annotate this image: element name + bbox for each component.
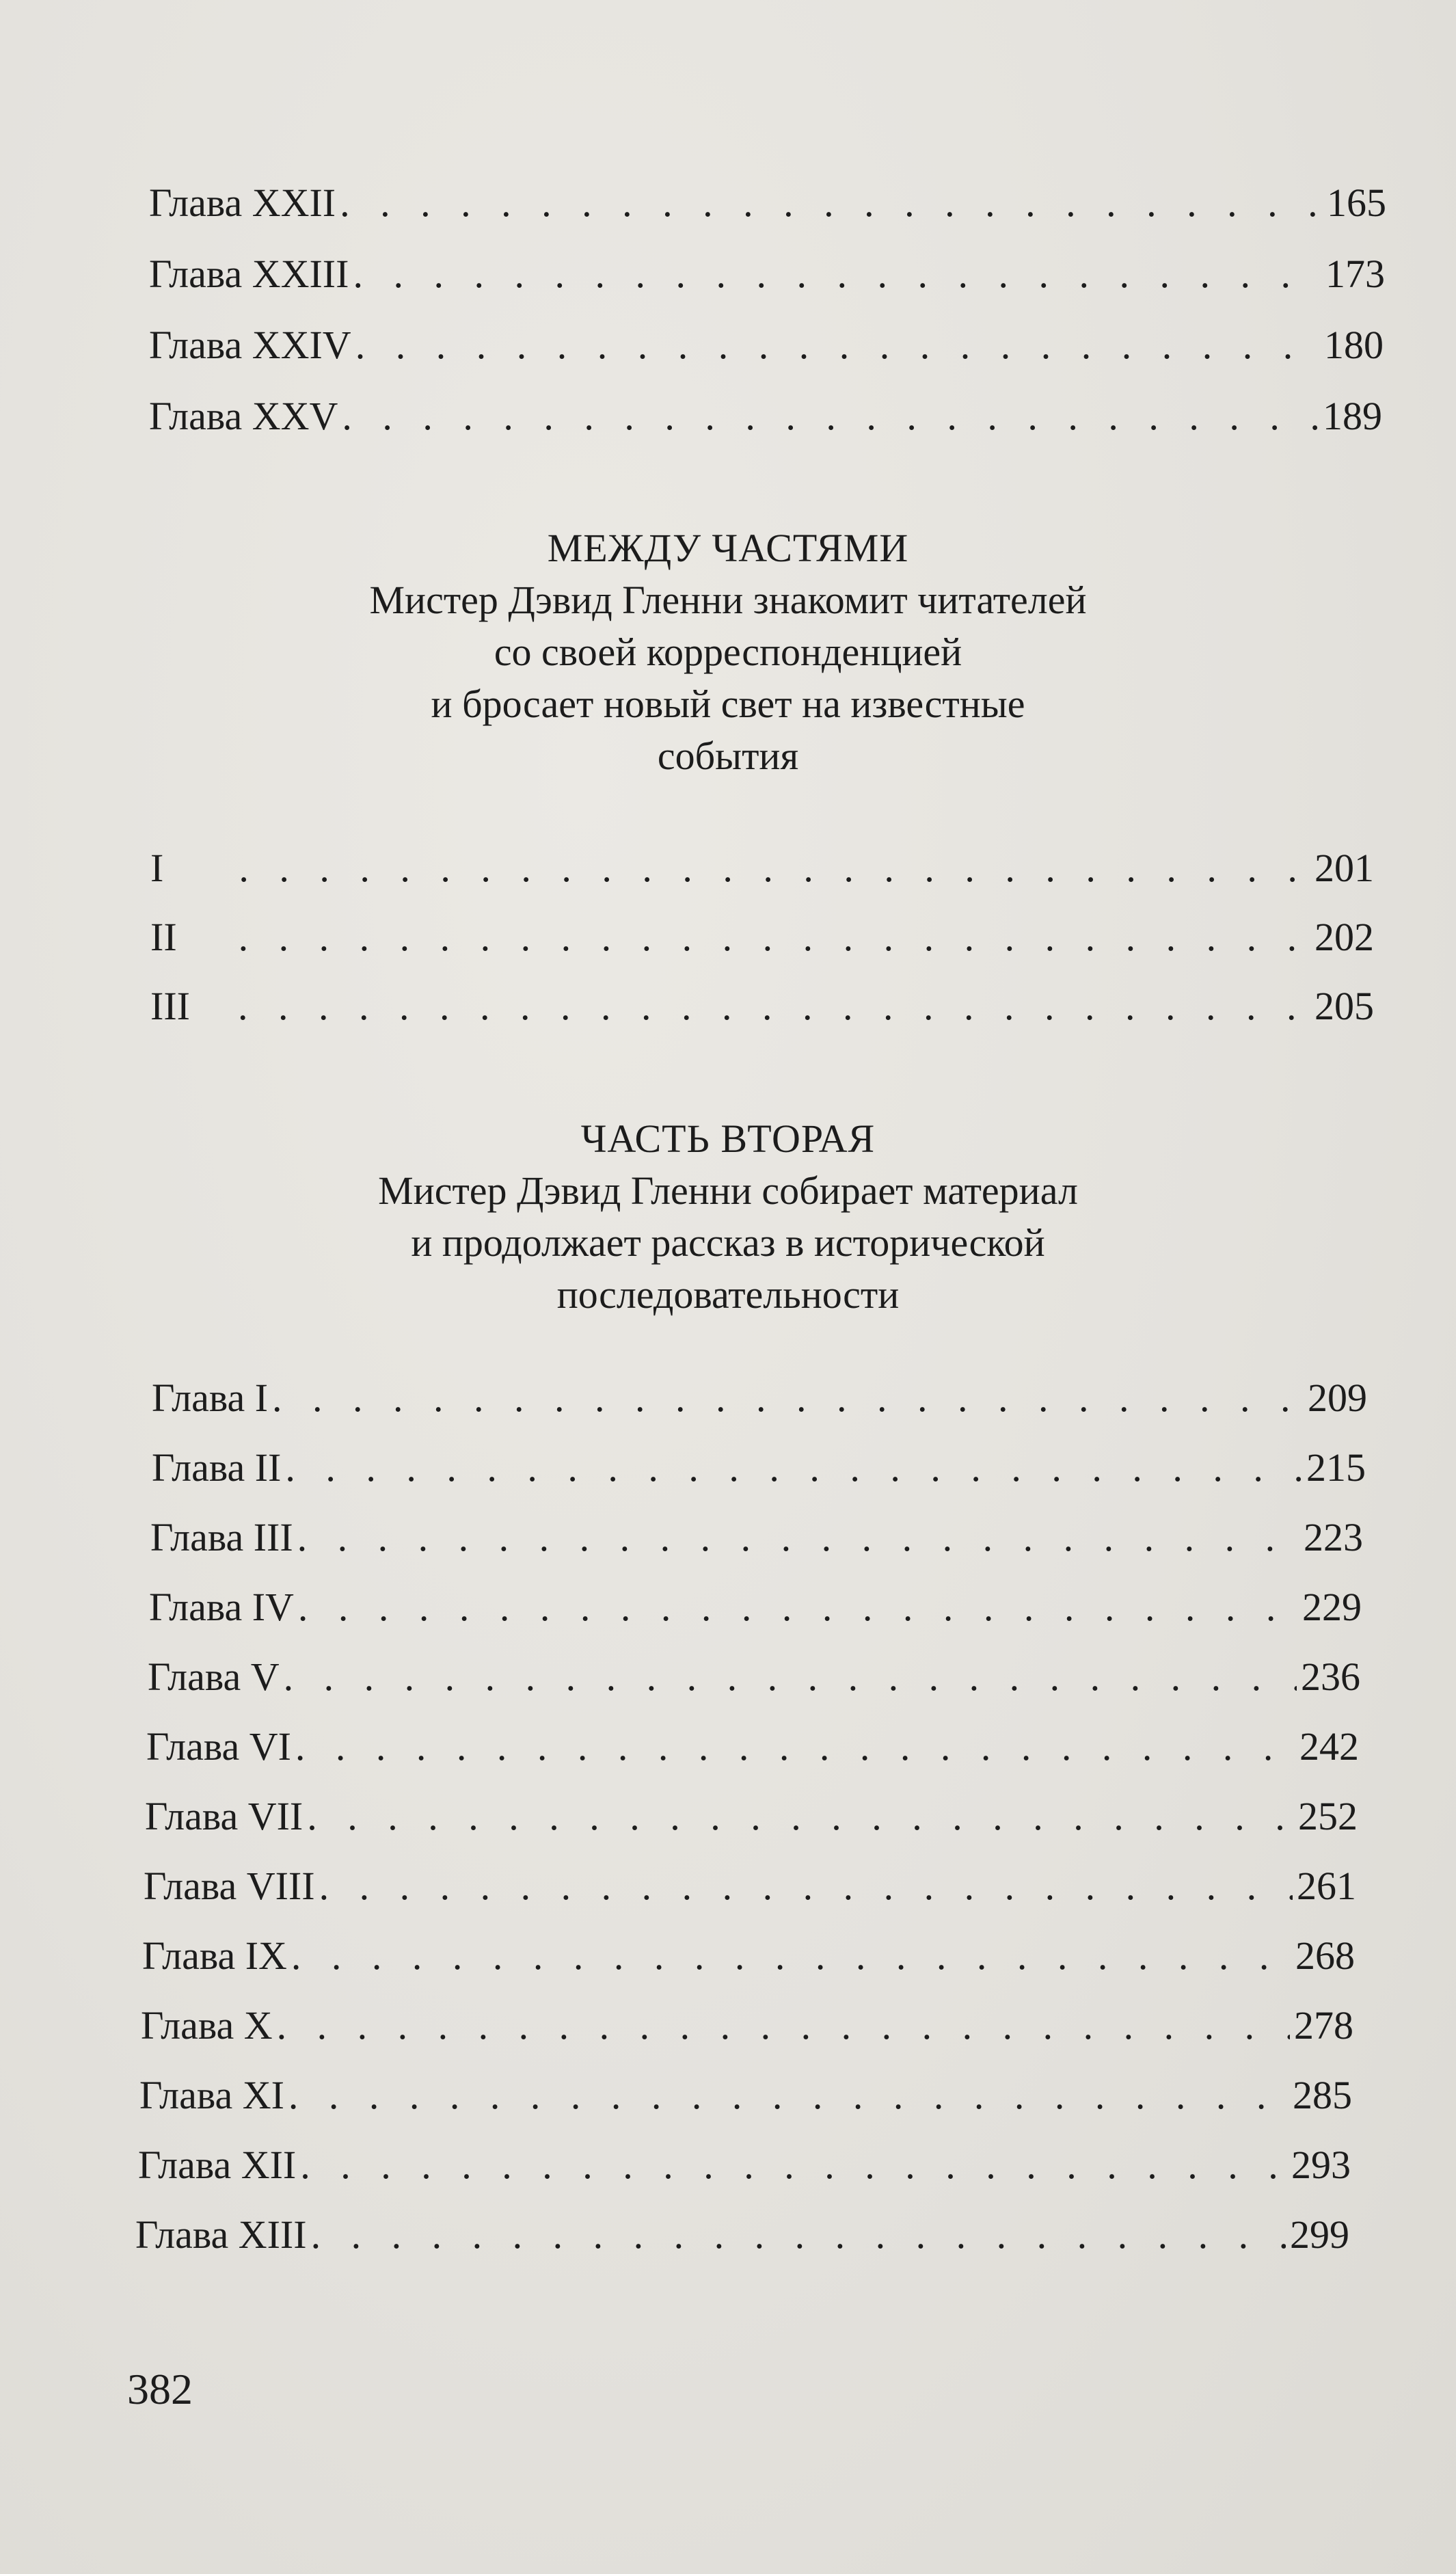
toc-entry-page: 215 — [1306, 1445, 1366, 1490]
toc-entry-page: 242 — [1299, 1724, 1359, 1769]
toc-entry-page: 268 — [1295, 1933, 1355, 1978]
toc-leader-dots — [285, 1444, 1302, 1492]
toc-entry — [135, 2211, 1349, 2259]
toc-entry — [152, 1374, 1367, 1422]
toc-leader-dots — [342, 392, 1319, 440]
section-title: ЧАСТЬ ВТОРАЯ — [580, 1116, 876, 1161]
section-heading-part-two — [0, 1113, 1456, 1321]
toc-leader-dots — [239, 844, 1310, 892]
toc-entry — [150, 844, 1374, 892]
toc-entry-page: 189 — [1323, 394, 1382, 438]
toc-entry-label: Глава XXIII — [149, 252, 349, 296]
toc-entry — [149, 250, 1385, 298]
toc-entry-page: 209 — [1308, 1376, 1367, 1420]
toc-entry — [149, 179, 1386, 227]
toc-entry-label: Глава VI — [146, 1724, 291, 1769]
toc-entry-label: Глава XI — [139, 2073, 284, 2117]
toc-entry-label: Глава XIII — [135, 2212, 307, 2257]
toc-leader-dots — [298, 1583, 1298, 1631]
toc-entry — [146, 1723, 1359, 1771]
toc-entry — [152, 1444, 1366, 1492]
toc-entry — [150, 913, 1374, 961]
section-subtitle-line: Мистер Дэвид Гленни собирает материал — [378, 1168, 1078, 1213]
toc-entry-label: Глава X — [141, 2003, 273, 2048]
section-subtitle-line: последовательности — [556, 1272, 900, 1317]
toc-leader-dots — [297, 1514, 1299, 1561]
toc-entry-page: 236 — [1301, 1654, 1360, 1699]
toc-entry-label: Глава VIII — [144, 1864, 315, 1908]
toc-entry — [145, 1793, 1358, 1840]
toc-leader-dots — [284, 1653, 1297, 1701]
toc-entry-label: I — [150, 846, 164, 890]
toc-entry-label: Глава XXV — [149, 394, 338, 438]
toc-entry-label: Глава XXIV — [149, 323, 351, 367]
toc-entry-page: 201 — [1315, 846, 1374, 890]
toc-entry-label: Глава VII — [145, 1794, 304, 1838]
toc-leader-dots — [277, 2002, 1290, 2050]
section-subtitle-line: со своей корреспонденцией — [494, 630, 962, 674]
toc-leader-dots — [311, 2211, 1286, 2259]
toc-entry-page: 285 — [1293, 2073, 1352, 2117]
toc-entry — [144, 1862, 1356, 1910]
toc-entry-page: 299 — [1290, 2212, 1349, 2257]
toc-entry-page: 293 — [1291, 2143, 1351, 2187]
section-heading-interlude — [0, 522, 1456, 782]
toc-leader-dots — [353, 250, 1321, 298]
toc-entry-label: Глава IV — [149, 1585, 294, 1629]
toc-leader-dots — [295, 1723, 1295, 1771]
toc-leader-dots — [291, 1932, 1291, 1980]
toc-entry — [149, 321, 1384, 369]
toc-leader-dots — [239, 913, 1310, 961]
toc-entry-label: Глава II — [152, 1445, 282, 1490]
section-subtitle-line: события — [657, 734, 799, 778]
toc-leader-dots — [355, 321, 1320, 369]
toc-entry-page: 205 — [1315, 984, 1374, 1028]
section-title: МЕЖДУ ЧАСТЯМИ — [547, 526, 909, 570]
toc-entry-page: 229 — [1302, 1585, 1362, 1629]
toc-entry-page: 252 — [1298, 1794, 1358, 1838]
section-subtitle-line: и бросает новый свет на известные — [431, 682, 1025, 726]
toc-leader-dots — [300, 2141, 1287, 2189]
toc-entry-label: Глава IX — [142, 1933, 287, 1978]
toc-entry — [142, 1932, 1355, 1980]
toc-entry-label: III — [150, 984, 190, 1028]
toc-entry-page: 173 — [1325, 252, 1385, 296]
toc-leader-dots — [340, 179, 1323, 227]
toc-entry-label: Глава I — [152, 1376, 269, 1420]
toc-entry-page: 261 — [1297, 1864, 1356, 1908]
toc-entry-label: Глава XII — [138, 2143, 297, 2187]
toc-entry-page: 278 — [1294, 2003, 1353, 2048]
toc-leader-dots — [319, 1862, 1293, 1910]
toc-entry-page: 165 — [1327, 180, 1386, 225]
toc-entry — [148, 1653, 1360, 1701]
toc-entry-label: Глава III — [150, 1515, 293, 1559]
toc-entry — [138, 2141, 1351, 2189]
toc-entry-page: 202 — [1315, 915, 1374, 959]
toc-leader-dots — [307, 1793, 1294, 1840]
page-number: 382 — [127, 2365, 193, 2413]
toc-entry-page: 223 — [1304, 1515, 1363, 1559]
toc-leader-dots — [288, 2072, 1289, 2119]
toc-entry — [149, 392, 1382, 440]
toc-entry-label: II — [150, 915, 177, 959]
toc-leader-dots — [272, 1374, 1304, 1422]
toc-entry-label: Глава XXII — [149, 180, 336, 225]
section-subtitle-line: и продолжает рассказ в исторической — [411, 1220, 1045, 1265]
section-subtitle-line: Мистер Дэвид Гленни знакомит читателей — [369, 578, 1087, 622]
toc-entry — [139, 2072, 1352, 2119]
toc-entry — [149, 1583, 1362, 1631]
toc-entry-page: 180 — [1324, 323, 1384, 367]
toc-leader-dots — [238, 982, 1310, 1030]
toc-entry-label: Глава V — [148, 1654, 280, 1699]
toc-entry — [150, 1514, 1363, 1561]
toc-entry — [150, 982, 1374, 1030]
toc-entry — [141, 2002, 1353, 2050]
